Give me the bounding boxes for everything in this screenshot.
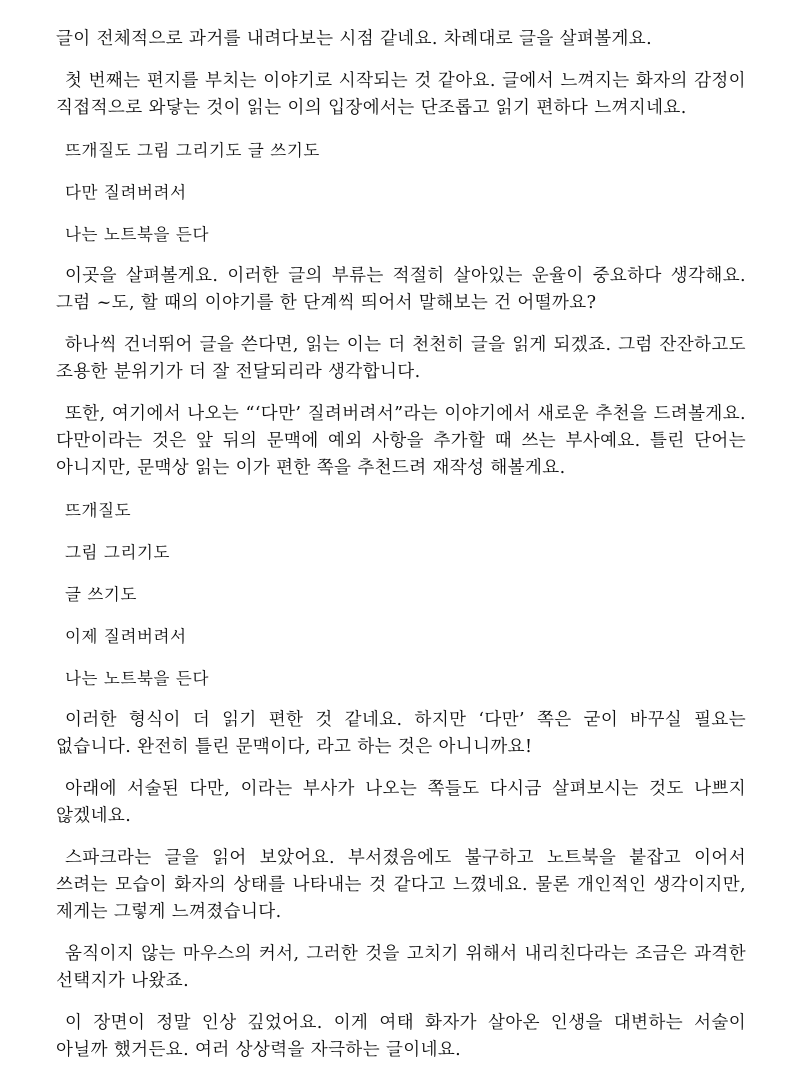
rewrite-line: 나는 노트북을 든다 xyxy=(65,669,210,688)
paragraph-first-letter: 첫 번째는 편지를 부치는 이야기로 시작되는 것 같아요. 글에서 느껴지는 화자의 감정이 직접적으로 와닿는 것이 읽는 이의 입장에서는 단조롭고 읽기 편하다 느껴지네요. xyxy=(56,71,746,118)
rewrite-line: 글 쓰기도 xyxy=(65,585,138,604)
quote-line: 나는 노트북을 든다 xyxy=(65,225,210,244)
paragraph-adverb-suggestion: 또한, 여기에서 나오는 “‘다만’ 질려버려서”라는 이야기에서 새로운 추천을 드려볼게요. 다만이라는 것은 앞 뒤의 문맥에 예외 사항을 추가할 때 쓰는 부사예요. 틀린 단어는 아니지만, 문맥상 읽는 이가 편한 쪽을 추천드려 재작성 해볼게요. xyxy=(56,404,746,478)
paragraph-review-note: 아래에 서술된 다만, 이라는 부사가 나오는 쪽들도 다시금 살펴보시는 것도 나쁘지 않겠네요. xyxy=(56,779,746,826)
paragraph-format-note: 이러한 형식이 더 읽기 편한 것 같네요. 하지만 ‘다만’ 쪽은 굳이 바꾸실 필요는 없습니다. 완전히 틀린 문맥이다, 라고 하는 것은 아니니까요! xyxy=(56,710,746,757)
paragraph-spark: 스파크라는 글을 읽어 보았어요. 부서졌음에도 불구하고 노트북을 붙잡고 이어서 쓰려는 모습이 화자의 상태를 나타내는 것 같다고 느꼈네요. 물론 개인적인 생각이지만, 제게는 그렇게 느껴졌습니다. xyxy=(56,848,746,922)
quote-line: 뜨개질도 그림 그리기도 글 쓰기도 xyxy=(65,141,320,160)
document-body xyxy=(56,26,746,1079)
paragraph-intro: 글이 전체적으로 과거를 내려다보는 시점 같네요. 차례대로 글을 살펴볼게요. xyxy=(56,29,653,49)
rewrite-line: 그림 그리기도 xyxy=(65,543,171,562)
rewrite-line: 뜨개질도 xyxy=(65,501,132,520)
paragraph-rhythm: 이곳을 살펴볼게요. 이러한 글의 부류는 적절히 살아있는 운율이 중요하다 생각해요. 그럼 ~도, 할 때의 이야기를 한 단계씩 띄어서 말해보는 건 어떨까요? xyxy=(56,266,746,313)
paragraph-closing: 이 장면이 정말 인상 깊었어요. 이게 여태 화자가 살아온 인생을 대변하는 서술이 아닐까 했거든요. 여러 상상력을 자극하는 글이네요. xyxy=(56,1013,746,1060)
rewrite-line: 이제 질려버려서 xyxy=(65,627,187,646)
quote-line: 다만 질려버려서 xyxy=(65,183,187,202)
paragraph-pacing: 하나씩 건너뛰어 글을 쓴다면, 읽는 이는 더 천천히 글을 읽게 되겠죠. 그럼 잔잔하고도 조용한 분위기가 더 잘 전달되리라 생각합니다. xyxy=(56,335,746,382)
paragraph-mouse-cursor: 움직이지 않는 마우스의 커서, 그러한 것을 고치기 위해서 내리친다라는 조금은 과격한 선택지가 나왔죠. xyxy=(56,944,746,991)
